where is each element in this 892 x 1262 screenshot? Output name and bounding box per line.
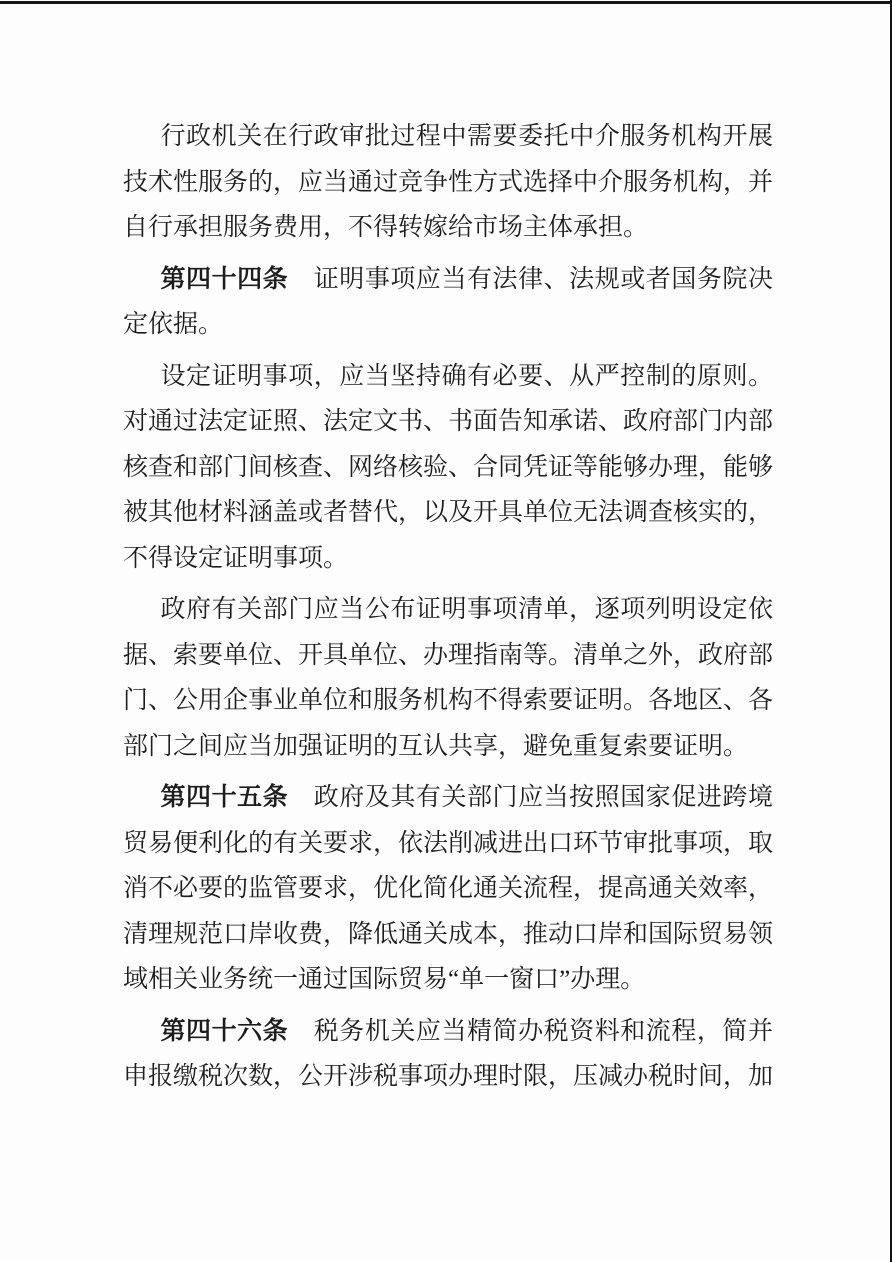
paragraph-article-44 <box>123 257 773 348</box>
document-body <box>123 114 773 1106</box>
paragraph-certification-list <box>123 587 773 769</box>
paragraph-certification-setting <box>123 354 773 582</box>
paragraph-intermediary-services <box>123 114 773 251</box>
article-44-label: 第四十四条 <box>160 265 289 293</box>
paragraph-article-45 <box>123 775 773 1003</box>
paragraph-text: 政府及其有关部门应当按照国家促进跨境贸易便利化的有关要求，依法削减进出口环节审批事项，取消不必要的监管要求，优化简化通关流程，提高通关效率，清理规范口岸收费，降低通关成本，推动口岸和国际贸易领域相关业务统一通过国际贸易“单一窗口”办理。 <box>123 784 774 993</box>
article-46-label: 第四十六条 <box>160 1017 289 1045</box>
article-45-label: 第四十五条 <box>160 784 289 811</box>
paragraph-text: 税务机关应当精简办税资料和流程，简并申报缴税次数，公开涉税事项办理时限，压减办税时间，加 <box>123 1017 774 1090</box>
paragraph-text: 证明事项应当有法律、法规或者国务院决定依据。 <box>123 265 773 338</box>
scan-edge-top <box>0 1 892 4</box>
paragraph-text: 政府有关部门应当公布证明事项清单，逐项列明设定依据、索要单位、开具单位、办理指南等。清单之外，政府部门、公用企事业单位和服务机构不得索要证明。各地区、各部门之间应当加强证明的互认共享，避免重复索要证明。 <box>123 596 774 760</box>
paragraph-article-46 <box>123 1009 773 1100</box>
paragraph-text: 设定证明事项，应当坚持确有必要、从严控制的原则。对通过法定证照、法定文书、书面告知承诺、政府部门内部核查和部门间核查、网络核验、合同凭证等能够办理，能够被其他材料涵盖或者替代，以及开具单位无法调查核实的，不得设定证明事项。 <box>123 362 774 572</box>
paragraph-text: 行政机关在行政审批过程中需要委托中介服务机构开展技术性服务的，应当通过竞争性方式选择中介服务机构，并自行承担服务费用，不得转嫁给市场主体承担。 <box>123 123 774 241</box>
